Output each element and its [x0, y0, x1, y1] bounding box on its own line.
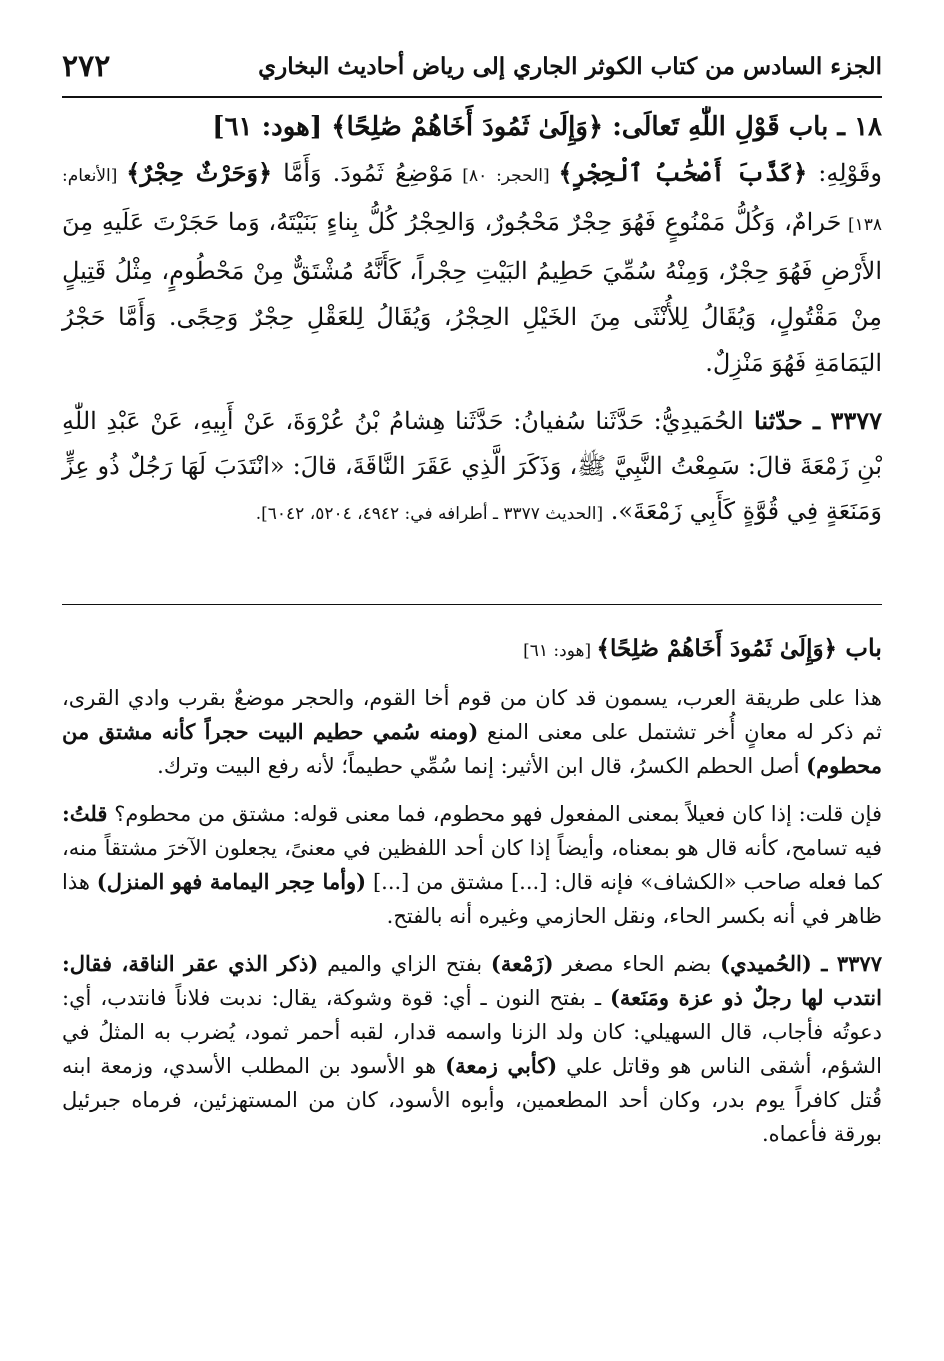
header-rule	[62, 96, 882, 98]
matn-section	[62, 104, 882, 537]
quoted-text: (وأما حِجر اليمامة فهو المنزل)	[96, 869, 367, 894]
text-segment: ـ بفتح النون ـ أي: قوة وشوكة، يقال: ندبت فلاناً فانتدب، أي: دعوتُه فأجاب، قال السهيلي: كان ولد الزنا واسمه قدار، لقبه أحمر ثمود، يُضرب به المثلُ في الشؤم، أشقى الناس هو وقاتل علي	[62, 986, 882, 1078]
verse-reference: [الأنعام: ١٣٨]	[62, 166, 882, 235]
text-segment: حَرامٌ، وَكُلُّ مَمْنُوعٍ فَهُوَ حِجْرٌ مَحْجُورٌ، وَالحِجْرُ كُلُّ بِناءٍ بَنَيْتَهُ، وَما حَجَرْتَ عَلَيهِ مِنَ الأَرْضِ فَهُوَ حِجْرٌ، وَمِنْهُ سُمِّيَ حَطِيمُ البَيْتِ حِجْراً، كَأَنَّهُ مُشْتَقٌّ مِنْ مَحْطُومٍ، مِثْلُ قَتِيلٍ مِنْ مَقْتُولٍ، وَيُقَالُ لِلأُنْثَى مِنَ الخَيْلِ الحِجْرُ، وَيُقَالُ لِلعَقْلِ حِجْرٌ وَحِجًى. وَأَمَّا حَجْرُ اليَمَامَةِ فَهُوَ مَنْزِلٌ.	[62, 208, 882, 377]
text-segment: بفتح الزاي والميم	[318, 952, 491, 976]
commentary-section	[62, 626, 882, 1165]
hadith-body: الحُمَيدِيُّ: حَدَّثَنا سُفيانُ: حَدَّثَنا هِشامُ بْنُ عُرْوَةَ، عَنْ أَبِيهِ، عَنْ عَبْدِ اللّٰهِ بْنِ زَمْعَةَ قالَ: سَمِعْتُ النَّبِيَّ ﷺ، وَذَكَرَ الَّذِي عَقَرَ النَّاقَةَ، قالَ: «انْتَدَبَ لَهَا رَجُلٌ ذُو عِزٍّ وَمَنَعَةٍ فِي قُوَّةٍ كَأَبِي زَمْعَةَ».	[62, 407, 882, 525]
bab-label: باب	[837, 633, 882, 662]
quoted-text: (ومنه سُمي حطيم البيت حجراً كأنه مشتق من محطوم)	[62, 719, 882, 778]
text-segment: فيه تسامح، كأنه قال هو بمعناه، وأيضاً إذا كان أحد اللفظين في معنىً، يجعلون الآخرَ مشتقاً منه، كما فعله صاحب «الكشاف» فإنه قال: [...] مشتق من [...]	[62, 836, 883, 894]
section-divider	[62, 604, 882, 605]
quran-verse: ﴿وَإِلَىٰ ثَمُودَ أَخَاهُمْ صَٰلِحًا﴾	[331, 112, 604, 142]
commentary-paragraph	[62, 947, 882, 1151]
page-header	[62, 44, 882, 88]
chapter-title	[62, 104, 882, 150]
quran-verse: ﴿كَذَّبَ أَصْحَٰبُ ٱلْحِجْرِ﴾	[558, 158, 808, 187]
commentary-heading	[62, 626, 882, 673]
text-segment: هو الأسود بن المطلب الأسدي، وزمعة ابنه قُتل كافراً يوم بدر، وكان أحد المطعمين، وأبوه الأسود، كان من المستهزئين، فرماه جبرئيل بورقة فأعماه.	[62, 1054, 882, 1146]
quoted-text: قلتُ:	[62, 801, 108, 826]
hadith-number: ٣٣٧٧ ـ	[811, 951, 882, 976]
text-segment: بضم الحاء مصغر	[553, 952, 721, 976]
hadith-3377	[62, 398, 882, 537]
text-segment: هذا ظاهر في أنه بكسر الحاء، ونقل الحازمي وغيره أنه بالفتح.	[62, 870, 882, 928]
quran-verse: ﴿وَإِلَىٰ ثَمُودَ أَخَاهُمْ صَٰلِحًا﴾	[596, 635, 838, 662]
running-title: الجزء السادس من كتاب الكوثر الجاري إلى رياض أحاديث البخاري	[258, 52, 882, 80]
quoted-text: (كأبي زمعة)	[445, 1053, 558, 1078]
verse-reference: [هود: ٦١]	[523, 641, 597, 661]
quoted-text: (زَمْعة)	[490, 951, 554, 976]
text-segment: مَوْضِعُ ثَمُودَ. وَأَمَّا	[272, 159, 454, 187]
hadith-number: ٣٣٧٧ ـ حدّثنا	[743, 406, 882, 435]
hadith-reference: [الحديث ٣٣٧٧ ـ أطرافه في: ٤٩٤٢، ٥٢٠٤، ٦٠٤٢].	[255, 504, 604, 524]
text-segment: أصل الحطم الكسرُ، قال ابن الأثير: إنما سُمِّي حطيماً؛ لأنه رفع البيت وترك.	[157, 754, 807, 778]
quran-verse: ﴿وَحَرْثٌ حِجْرٌ﴾	[126, 158, 273, 187]
commentary-paragraph	[62, 681, 882, 783]
page-number: ٢٧٢	[62, 48, 111, 84]
commentary-paragraph	[62, 797, 882, 933]
verse-reference: [الحجر: ٨٠]	[453, 166, 559, 186]
verse-reference: [هود: ٦١]	[212, 112, 332, 142]
chapter-text	[62, 150, 882, 386]
chapter-heading: ١٨ ـ باب قَوْلِ اللّٰهِ تَعالَى:	[603, 112, 882, 142]
text-segment: فإن قلت: إذا كان فعيلاً بمعنى المفعول فهو محطوم، فما معنى قوله: مشتق من محطوم؟	[107, 802, 882, 826]
text-segment: وقَوْلِهِ:	[807, 159, 882, 187]
text-segment: هذا على طريقة العرب، يسمون قد كان من قوم أخا القوم، والحجر موضعٌ بقرب وادي القرى، ثم ذكر له معانٍ أُخر تشتمل على معنى المنع	[62, 686, 882, 744]
quoted-text: (الحُميدي)	[720, 951, 812, 976]
quoted-text: (ذكر الذي عقر الناقة، فقال: انتدب لها رجلٌ ذو عزة ومَنَعة)	[62, 951, 882, 1010]
